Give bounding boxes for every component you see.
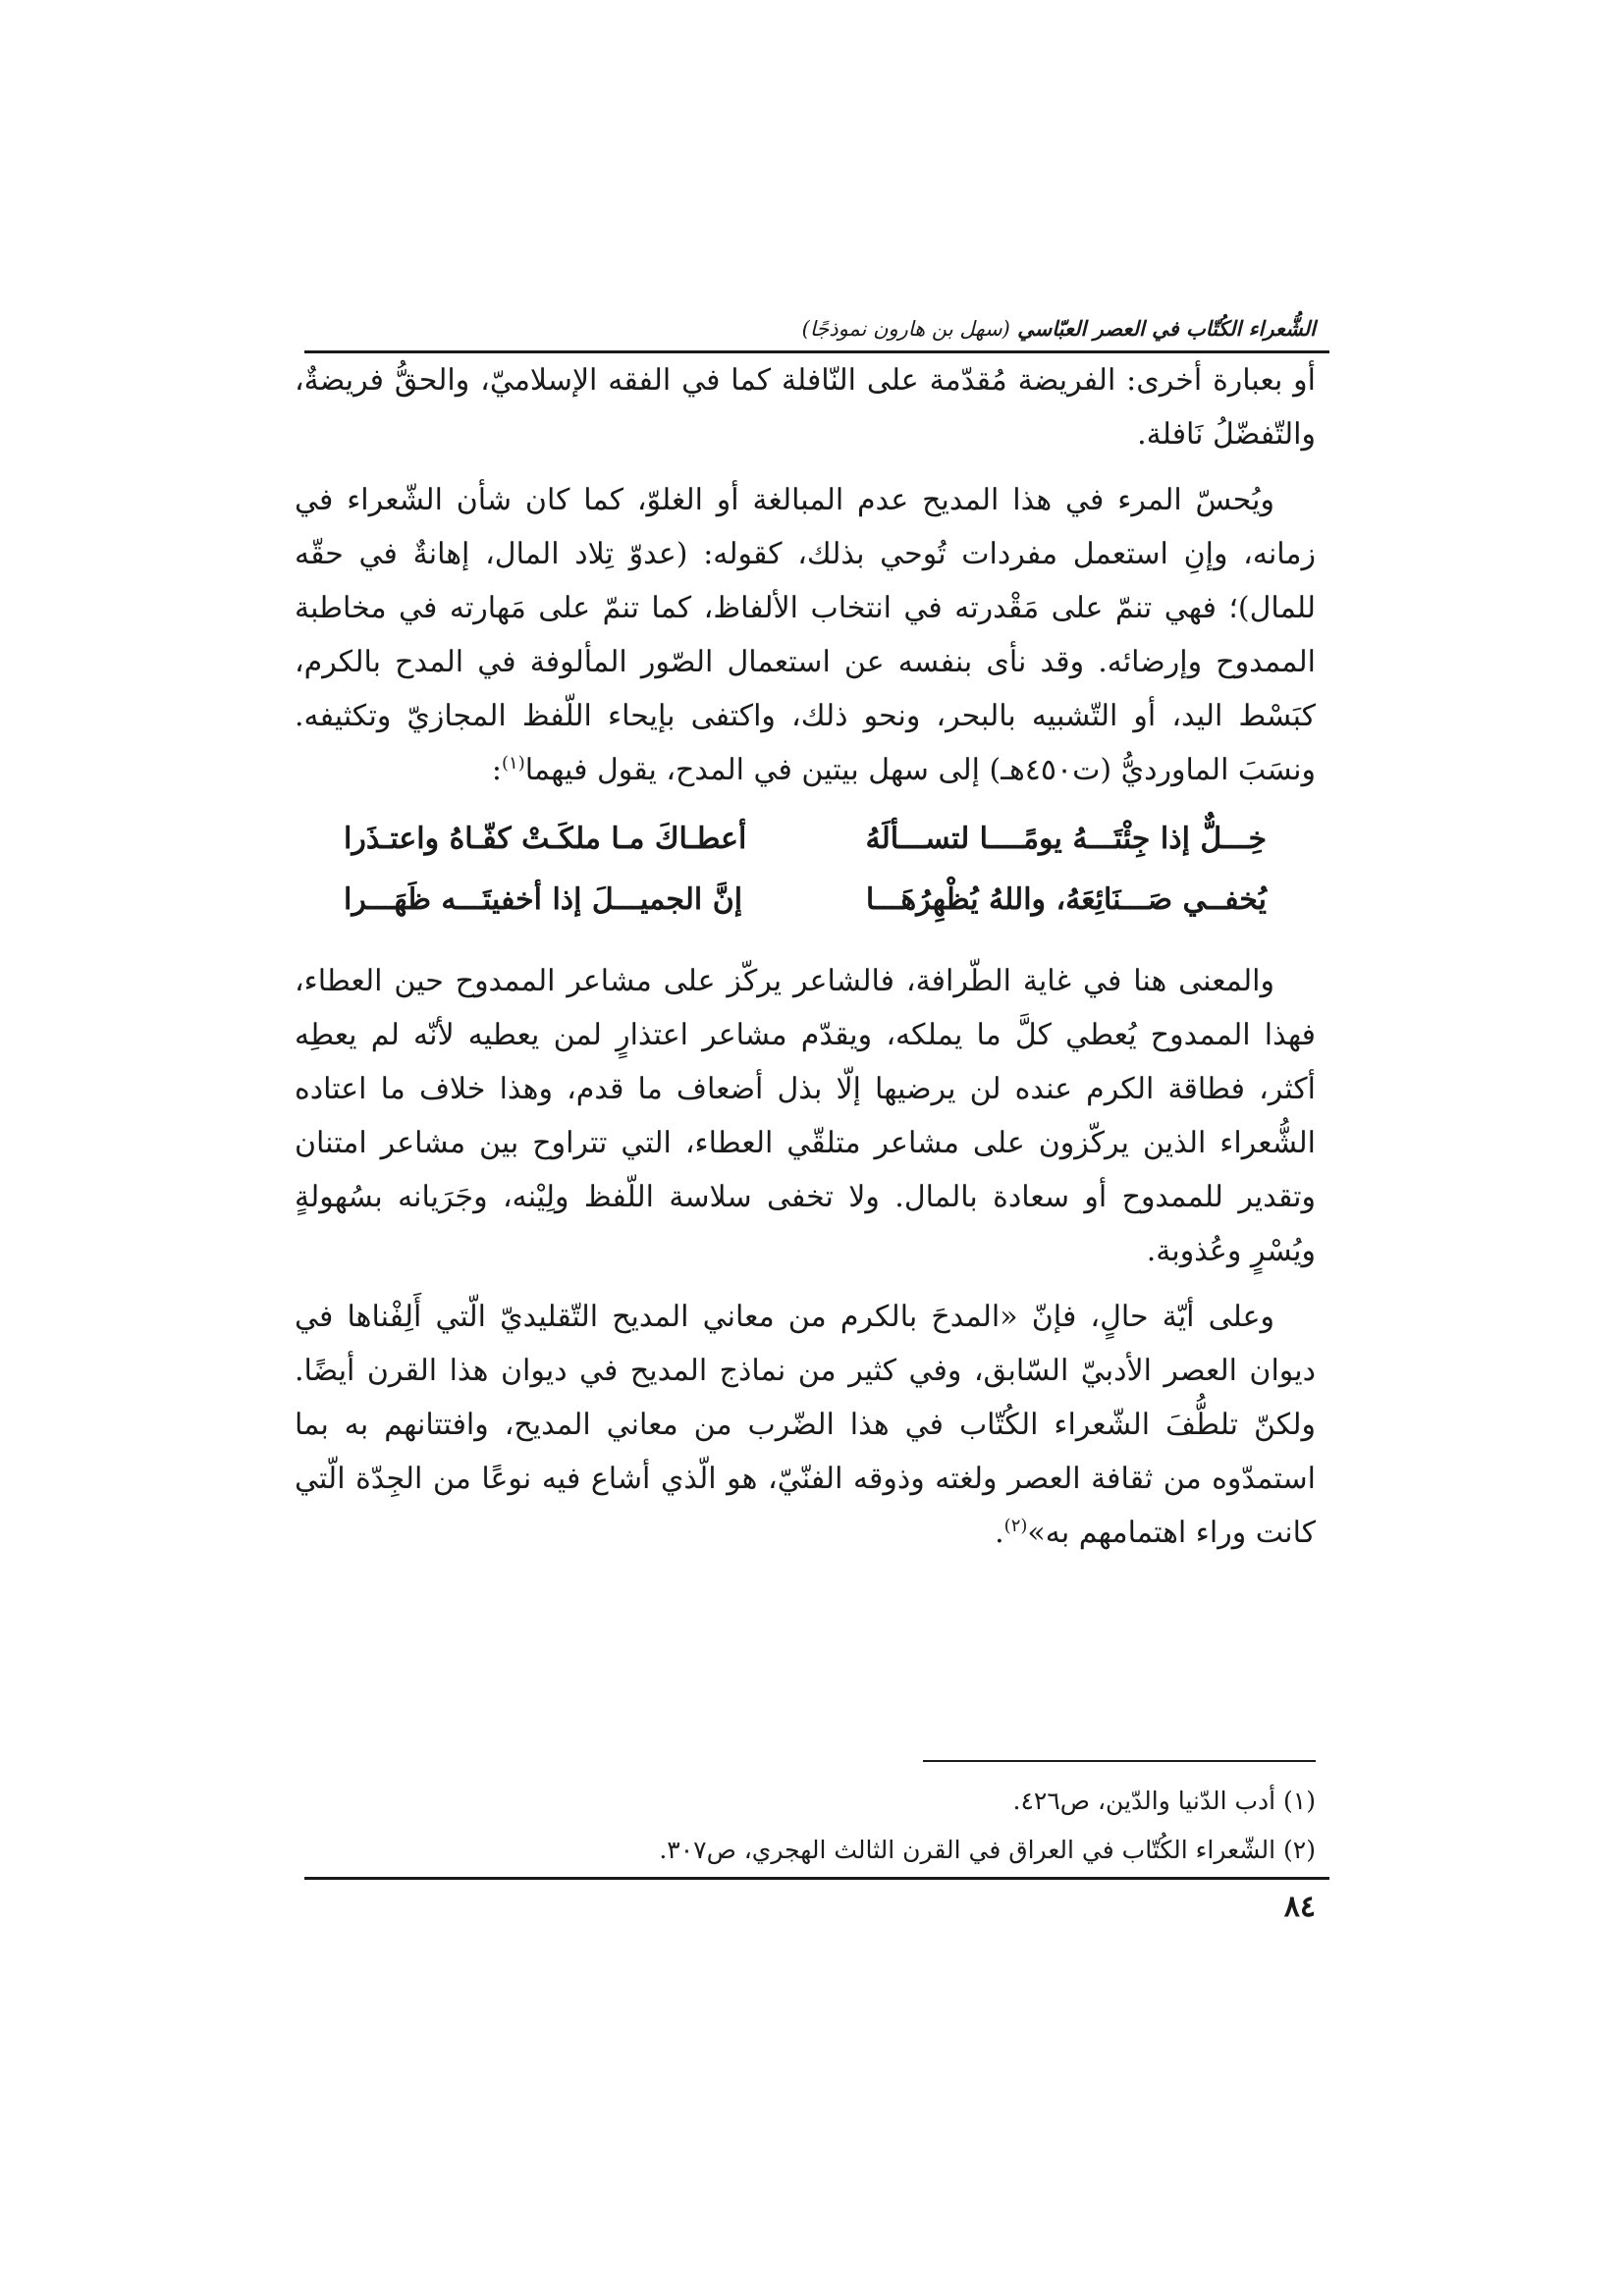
verse-hemistich-first: يُخفــي صَـــنَائِعَهُ، واللهُ يُظْهِرُهَـــا: [865, 882, 1267, 917]
running-header: [295, 316, 1316, 341]
paragraph-3: والمعنى هنا في غاية الطّرافة، فالشاعر يركّز على مشاعر الممدوح حين العطاء، فهذا الممدوح يُعطي كلَّ ما يملكه، ويقدّم مشاعر اعتذارٍ لمن يعطيه لأنّه لم يعطِه أكثر، فطاقة الكرم عنده لن يرضيها إلّا بذل أضعاف ما قدم، وهذا خلاف ما اعتاده الشُّعراء الذين يركّزون على مشاعر متلقّي العطاء، التي تتراوح بين مشاعر امتنان وتقدير للممدوح أو سعادة بالمال. ولا تخفى سلاسة اللّفظ ولِيْنه، وجَرَيانه بسُهولةٍ ويُسْرٍ وعُذوبة.: [295, 964, 1316, 1268]
verse-hemistich-second: إنَّ الجميـــلَ إذا أخفيتَـــه ظَهَـــرا: [344, 882, 743, 917]
paragraph-2-colon: :: [491, 753, 502, 787]
paragraph-2-text: ويُحسّ المرء في هذا المديح عدم المبالغة أو الغلوّ، كما كان شأن الشّعراء في زمانه، وإنِ استعمل مفردات تُوحي بذلك، كقوله: (عدوّ تِلاد المال، إهانةٌ في حقّه للمال)؛ فهي تنمّ على مَقْدرته في انتخاب الألفاظ، كما تنمّ على مَهارته في مخاطبة الممدوح وإرضائه. وقد نأى بنفسه عن استعمال الصّور المألوفة في المدح بالكرم، كبَسْط اليد، أو التّشبيه بالبحر، ونحو ذلك، واكتفى بإيحاء اللّفظ المجازيّ وتكثيفه. ونسَبَ الماورديُّ (ت٤٥٠هـ) إلى سهل بيتين في المدح، يقول فيهما: [295, 483, 1316, 787]
verse-hemistich-first: خِـــلٌّ إذا جِئْتَـــهُ يومًــــا لتســـألَهُ: [865, 822, 1267, 856]
body-text: [295, 353, 1316, 1572]
footnotes: [295, 1777, 1316, 1875]
verse-hemistich-second: أعطـاكَ مـا ملكَـتْ كفّـاهُ واعتـذَرا: [344, 822, 747, 856]
footnote-ref-1[interactable]: (١): [502, 753, 525, 774]
footer-rule: [304, 1877, 1329, 1880]
footnote-rule: [923, 1760, 1316, 1762]
poem-verses: [295, 809, 1316, 931]
verse-line: [295, 809, 1316, 870]
verse-line: [295, 870, 1316, 931]
paragraph-2: [295, 473, 1316, 797]
running-header-title: الشُّعراء الكُتّاب في العصر العبّاسي: [1017, 316, 1316, 341]
footnote-2: (٢) الشّعراء الكُتّاب في العراق في القرن الثالث الهجري، ص٣٠٧.: [659, 1836, 1316, 1864]
running-header-subtitle: (سهل بن هارون نموذجًا): [801, 317, 1010, 341]
paragraph-4-period: .: [995, 1516, 1004, 1550]
footnote-ref-2[interactable]: (٢): [1003, 1516, 1028, 1536]
paragraph-1: أو بعبارة أخرى: الفريضة مُقدّمة على النّافلة كما في الفقه الإسلاميّ، والحقُّ فريضةٌ، والتّفضّلُ نَافلة.: [295, 363, 1316, 452]
paragraph-4-text: وعلى أيّة حالٍ، فإنّ «المدحَ بالكرم من معاني المديح التّقليديّ الّتي أَلِفْناها في ديوان العصر الأدبيّ السّابق، وفي كثير من نماذج المديح في ديوان هذا القرن أيضًا. ولكنّ تلطُّفَ الشّعراء الكُتّاب في هذا الضّرب من معاني المديح، وافتتانهم به بما استمدّوه من ثقافة العصر ولغته وذوقه الفنّيّ، هو الّذي أشاع فيه نوعًا من الجِدّة الّتي كانت وراء اهتمامهم به»: [295, 1300, 1316, 1550]
page-number: ٨٤: [1283, 1890, 1316, 1924]
footnote-1: (١) أدب الدّنيا والدّين، ص٤٢٦.: [1012, 1787, 1316, 1815]
paragraph-4: [295, 1290, 1316, 1560]
